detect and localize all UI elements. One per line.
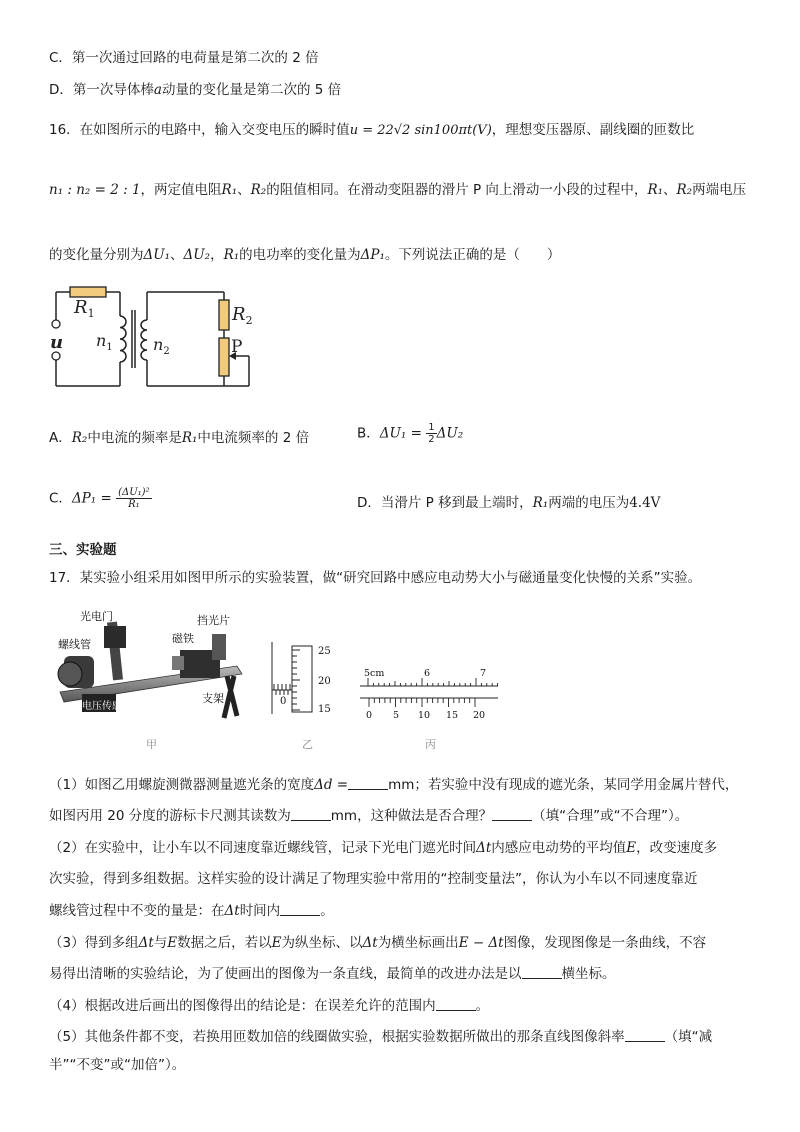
q17-part2-line2: 次实验，得到多组数据。这样实验的设计满足了物理实验中常用的“控制变量法”，你认为小车以不同速度靠近 — [49, 871, 698, 887]
caption-yi: 乙 — [302, 738, 313, 751]
r2-label: $R_2$ — [232, 304, 253, 327]
r2-symbol: R₂ — [71, 430, 88, 446]
q15-d-text: D．第一次导体棒 — [49, 82, 154, 98]
q17-text: 为横坐标画出 — [377, 935, 459, 951]
caliper-vernier-0: 0 — [366, 710, 373, 721]
micrometer-tick-15: 15 — [318, 704, 331, 715]
q17-text: 为纵坐标、以 — [281, 935, 363, 951]
q17-text: 横坐标。 — [561, 966, 616, 982]
input-terminal — [52, 352, 60, 360]
delta-d: Δd = — [314, 777, 349, 793]
q16-option-c — [49, 487, 152, 510]
stand-legs — [224, 676, 237, 718]
q16-stem-line2 — [49, 180, 746, 200]
q16-l1-pre: 16．在如图所示的电路中，输入交变电压的瞬时值 — [49, 122, 350, 138]
opt-text: 两端的电压为 — [548, 495, 630, 511]
q17-text: （5）其他条件都不变，若换用匝数加倍的线圈做实验，根据实验数据所做出的那条直线图像斜率 — [49, 1029, 625, 1045]
caliper-vernier-5: 5 — [393, 710, 400, 721]
q16-l2-b: 的阻值相同。在滑动变阻器的滑片 P 向上滑动一小段的过程中， — [266, 182, 648, 198]
q16-option-a — [49, 428, 309, 448]
opt-label: B． — [357, 425, 380, 442]
emf-symbol: E — [167, 935, 178, 951]
formula: ΔU₂ — [436, 425, 464, 442]
sep: 、 — [237, 182, 251, 198]
r2-symbol: R₂ — [250, 182, 267, 198]
q17-text: 时间内 — [239, 903, 281, 919]
answer-blank[interactable] — [348, 776, 388, 790]
q16-stem-line1 — [49, 120, 694, 141]
input-terminal — [52, 320, 60, 328]
label-solenoid: 螺线管 — [58, 638, 91, 651]
emf-symbol: E — [271, 935, 282, 951]
r1-symbol: R₁ — [532, 495, 549, 511]
opt-text: 中电流频率的 2 倍 — [197, 430, 310, 446]
n2-label: $n_2$ — [153, 335, 170, 357]
delta-t: Δt — [138, 935, 154, 951]
shade-plate — [212, 634, 226, 660]
rheostat — [219, 338, 229, 376]
caliper-main-6: 6 — [424, 668, 431, 679]
sep: ， — [210, 247, 224, 263]
q16-l3-a: 的变化量分别为 — [49, 247, 144, 263]
q15-option-c: C．第一次通过回路的电荷量是第二次的 2 倍 — [49, 50, 319, 66]
q17-part2-line3 — [49, 901, 334, 921]
sep: 、 — [170, 247, 184, 263]
fraction — [426, 422, 436, 445]
delta-u1: ΔU₁ — [143, 247, 171, 263]
q17-part1-line1 — [49, 775, 738, 795]
q16-l2-c: 两端电压 — [692, 182, 747, 198]
q17-text: 数据之后，若以 — [177, 935, 272, 951]
fraction — [116, 487, 151, 510]
emf-symbol: E — [626, 840, 637, 856]
q17-text: 内感应电动势的平均值 — [491, 840, 627, 856]
photogate-shape — [104, 626, 126, 648]
q17-text: mm，这种做法是否合理？ — [330, 808, 493, 824]
denominator: R₁ — [128, 499, 140, 510]
label-shade: 挡光片 — [197, 614, 230, 627]
q15-option-d — [49, 80, 341, 100]
caliper-vernier-15: 15 — [446, 710, 459, 721]
r1-symbol: R₁ — [647, 182, 664, 198]
delta-t: Δt — [224, 903, 240, 919]
apparatus-figure — [52, 606, 252, 724]
section-heading: 三、实验题 — [49, 542, 117, 558]
q16-l3-c: 。下列说法正确的是（ ） — [384, 247, 561, 263]
q17-part3-line2 — [49, 964, 616, 984]
r1-label: $R_1$ — [74, 297, 95, 320]
delta-t: Δt — [362, 935, 378, 951]
caliper-figure — [356, 662, 504, 722]
caption-jia: 甲 — [146, 738, 157, 751]
delta-u2: ΔU₂ — [183, 247, 211, 263]
caption-bing: 丙 — [425, 738, 436, 751]
q15-d-var: a — [153, 82, 162, 98]
sep: 、 — [663, 182, 677, 198]
q17-text: 。 — [320, 903, 334, 919]
opt-label: A． — [49, 430, 72, 446]
micrometer-zero: 0 — [280, 696, 287, 707]
q17-text: ，改变速度多 — [636, 840, 718, 856]
formula: ΔP₁ = — [71, 490, 112, 507]
circuit-diagram — [44, 278, 274, 396]
q17-part3-line1 — [49, 933, 706, 953]
voltage-value: 4.4V — [629, 495, 661, 511]
q17-text: 如图丙用 20 分度的游标卡尺测其读数为 — [49, 808, 291, 824]
caliper-main-7: 7 — [480, 668, 487, 679]
micrometer-figure — [268, 640, 348, 720]
q17-text: 与 — [153, 935, 168, 951]
q17-text: （2）在实验中，让小车以不同速度靠近螺线管，记录下光电门遮光时间 — [49, 840, 477, 856]
caliper-vernier-20: 20 — [473, 710, 486, 721]
numerator: (ΔU₁)² — [118, 487, 150, 498]
answer-blank[interactable] — [625, 1028, 665, 1042]
label-stand: 支架 — [202, 692, 224, 705]
formula: ΔU₁ = — [379, 425, 422, 442]
denominator: 2 — [428, 434, 435, 445]
label-photogate: 光电门 — [80, 610, 113, 623]
r1-symbol: R₁ — [221, 182, 238, 198]
u-label: u — [50, 332, 64, 353]
numerator: 1 — [428, 422, 435, 433]
resistor-r2 — [219, 300, 229, 330]
q17-text: 螺线管过程中不变的量是：在 — [49, 903, 225, 919]
answer-blank[interactable] — [492, 807, 532, 821]
opt-label: C． — [49, 490, 72, 507]
q17-part2-line1 — [49, 838, 717, 858]
q16-l3-b: 的电功率的变化量为 — [239, 247, 361, 263]
r1-symbol: R₁ — [181, 430, 198, 446]
q16-l2-a: ，两定值电阻 — [140, 182, 222, 198]
q17-text: （1）如图乙用螺旋测微器测量遮光条的宽度 — [49, 777, 315, 793]
q17-part4 — [49, 996, 489, 1016]
micrometer-tick-20: 20 — [318, 676, 331, 687]
opt-text: 中电流的频率是 — [87, 430, 182, 446]
q17-text: （填“合理”或“不合理”）。 — [532, 808, 689, 824]
graph-symbol: E − Δt — [458, 935, 504, 951]
label-sensor: 电压传感器 — [82, 701, 132, 712]
q17-part5-line1 — [49, 1027, 712, 1047]
q16-option-d — [357, 493, 660, 513]
answer-blank[interactable] — [436, 997, 476, 1011]
answer-blank[interactable] — [291, 807, 331, 821]
turns-ratio: n₁ : n₂ = 2 : 1 — [49, 182, 141, 198]
voltage-formula: u = 22√2 sin100πt(V) — [349, 123, 492, 138]
q16-stem-line3 — [49, 245, 560, 265]
n1-label: $n_1$ — [96, 331, 113, 353]
delta-t: Δt — [476, 840, 492, 856]
q17-intro: 17．某实验小组采用如图甲所示的实验装置，做“研究回路中感应电动势大小与磁通量变化快慢的关系”实验。 — [49, 570, 702, 586]
caliper-main-5cm: 5cm — [364, 668, 385, 679]
q15-d-text-post: 动量的变化量是第二次的 5 倍 — [161, 82, 342, 98]
q16-l1-post: ，理想变压器原、副线圈的匝数比 — [491, 122, 695, 138]
q16-option-b — [357, 422, 463, 445]
r2-symbol: R₂ — [676, 182, 693, 198]
q17-text: mm；若实验中没有现成的遮光条，某同学用金属片替代， — [388, 777, 739, 793]
resistor-r1 — [70, 287, 106, 297]
q17-text: （填“减 — [664, 1029, 713, 1045]
q17-text: （4）根据改进后画出的图像得出的结论是：在误差允许的范围内 — [49, 998, 436, 1014]
q17-part1-line2 — [49, 806, 688, 826]
delta-p1: ΔP₁ — [360, 247, 385, 263]
q17-text: 易得出清晰的实验结论，为了使画出的图像为一条直线，最简单的改进办法是以 — [49, 966, 522, 982]
answer-blank[interactable] — [522, 965, 562, 979]
opt-label: D．当滑片 P 移到最上端时， — [357, 495, 533, 511]
caliper-vernier-10: 10 — [418, 710, 431, 721]
q17-text: 图像，发现图像是一条曲线，不容 — [503, 935, 707, 951]
answer-blank[interactable] — [280, 902, 320, 916]
q17-text: 。 — [475, 998, 490, 1014]
p-label: P — [231, 337, 243, 357]
magnet-shape — [172, 656, 184, 670]
q17-text: （3）得到多组 — [49, 935, 139, 951]
r1-symbol: R₁ — [223, 247, 240, 263]
micrometer-tick-25: 25 — [318, 646, 331, 657]
label-magnet: 磁铁 — [172, 632, 194, 645]
q17-part5-line2: 半”“不变”或“加倍”）。 — [49, 1057, 186, 1073]
